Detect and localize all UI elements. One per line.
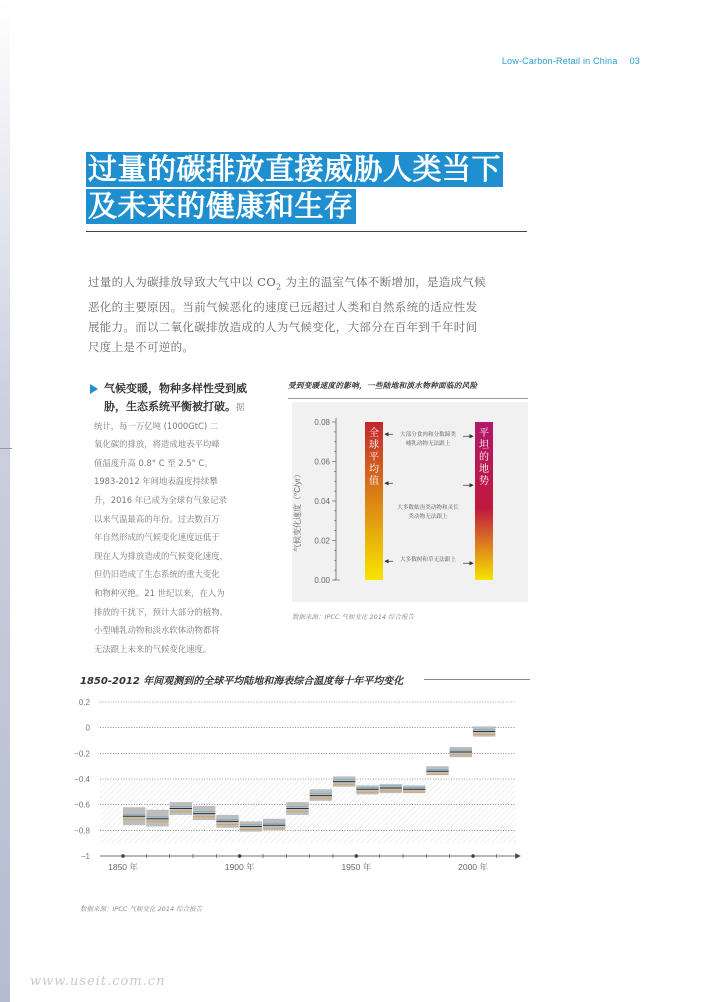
chart2-decade-box bbox=[380, 784, 402, 793]
header-title: Low-Carbon-Retail in China bbox=[501, 56, 618, 66]
chart2-x-axis bbox=[100, 854, 520, 872]
chart1-ylabel: 气候变化速度（°C/yr） bbox=[293, 470, 302, 552]
chart1-bar-label-char: 地 bbox=[479, 464, 489, 475]
chart1-annotation-text: 哺乳动物无法跟上 bbox=[405, 440, 451, 447]
chart1-y-tick-label: 0.08 bbox=[314, 418, 330, 427]
chart1-annotation-text: 大部分食肉和分数蹄类 bbox=[400, 431, 456, 438]
species-risk-chart bbox=[288, 380, 528, 620]
chart1-annotation-text: 大多数树和草无法跟上 bbox=[400, 557, 456, 564]
chart1-y-tick-label: 0.02 bbox=[314, 536, 330, 546]
chart1-bar-label-char: 均 bbox=[369, 464, 379, 475]
chart2-decade-box bbox=[356, 785, 378, 794]
body-line: 小型哺乳动物和淡水软体动物都将 bbox=[94, 625, 220, 636]
watermark-url: www.useit.com.cn bbox=[30, 974, 166, 989]
chart2-decade-box bbox=[193, 806, 215, 820]
side-gradient-strip bbox=[0, 0, 10, 1002]
chart1-source: 数据来源：IPCC 气候变化 2014 综合报告 bbox=[292, 613, 415, 621]
intro-line-4: 尺度上是不可逆的。 bbox=[88, 340, 195, 355]
body-line: 统计，每一万亿吨 (1000GtC) 二 bbox=[94, 420, 219, 431]
chart2-decade-box bbox=[426, 766, 448, 775]
chart1-title: 受到变暖速度的影响，一些陆地和淡水物种面临的风险 bbox=[288, 381, 478, 390]
title-divider bbox=[86, 231, 527, 232]
chart2-y-tick-label: −0.8 bbox=[74, 826, 90, 836]
chart1-svg bbox=[288, 380, 528, 608]
chart1-bar-label-char: 平 bbox=[479, 428, 489, 439]
chart2-y-tick-label: 0 bbox=[85, 723, 90, 733]
body-line: 和物种灭绝。21 世纪以来，在人为 bbox=[94, 587, 225, 598]
co2-subscript: 2 bbox=[275, 282, 282, 292]
body-line: 但仍旧造成了生态系统的重大变化 bbox=[94, 569, 220, 580]
chart2-x-major-dot bbox=[121, 854, 125, 858]
body-line: 年自然形成的气候变化速度远低于 bbox=[94, 532, 220, 543]
body-first-char: 据 bbox=[236, 402, 245, 412]
intro-line-1b: 为主的温室气体不断增加，是造成气候 bbox=[281, 275, 486, 289]
crop-mark bbox=[0, 448, 12, 449]
chart2-y-tick-label: −0.6 bbox=[74, 800, 90, 810]
body-line: 排放的干扰下，预计大部分的植物、 bbox=[94, 606, 228, 617]
chart2-decade-box bbox=[263, 819, 285, 831]
chart2-y-tick-label: −0.4 bbox=[74, 775, 90, 784]
body-line: 值温度升高 0.8° C 至 2.5° C。 bbox=[94, 457, 213, 468]
intro-line-3: 展能力。而以二氧化碳排放造成的人为气候变化，大部分在百年到千年时间 bbox=[88, 320, 478, 335]
chart2-x-major-dot bbox=[355, 854, 359, 858]
chart2-title: 1850-2012 年间观测到的全球平均陆地和海表综合温度每十年平均变化 bbox=[80, 676, 404, 687]
chart1-annotation-text: 类动物无法跟上 bbox=[408, 513, 448, 520]
page-title bbox=[86, 152, 503, 226]
chart2-x-tick-label: 1900 年 bbox=[224, 862, 255, 872]
title-line-2: 及未来的健康和生存 bbox=[88, 189, 354, 223]
body-line: 现在人为排放造成的气候变化速度， bbox=[94, 550, 228, 561]
chart1-bar-label-char: 值 bbox=[369, 476, 379, 487]
chart2-x-tick-label: 1950 年 bbox=[341, 862, 372, 872]
chart1-bar-label-char: 全 bbox=[369, 428, 379, 439]
chart2-gridlines bbox=[74, 698, 516, 861]
body-line: 以来气温最高的年份。过去数百万 bbox=[94, 513, 220, 524]
page-header bbox=[502, 56, 640, 66]
title-line-1: 过量的碳排放直接威胁人类当下 bbox=[88, 152, 502, 186]
chart2-x-major-dot bbox=[238, 854, 242, 858]
chart1-y-axis bbox=[314, 418, 336, 585]
chart1-bar-label-char: 势 bbox=[479, 476, 489, 487]
chart1-y-tick-label: 0.06 bbox=[314, 457, 330, 467]
chart2-title-rule bbox=[424, 679, 530, 680]
intro-line-2: 恶化的主要原因。当前气候恶化的速度已远超过人类和自然系统的适应性发 bbox=[88, 300, 478, 315]
chart2-source: 数据来源：IPCC 气候变化 2014 综合报告 bbox=[80, 905, 203, 913]
bullet-triangle-icon bbox=[90, 384, 98, 394]
chart1-bar-label-char: 平 bbox=[369, 452, 379, 463]
intro-line-1a: 过量的人为碳排放导致大气中以 CO bbox=[88, 275, 276, 289]
chart1-bar-label-char: 球 bbox=[369, 440, 379, 451]
chart1-annotations bbox=[385, 430, 473, 563]
body-line: 氧化碳的排放，将造成地表平均峰 bbox=[94, 439, 220, 450]
intro-paragraph bbox=[88, 272, 528, 357]
chart1-bar-label-char: 坦 bbox=[479, 440, 489, 451]
temperature-change-chart bbox=[76, 692, 532, 876]
chart2-x-tick-label: 2000 年 bbox=[458, 862, 488, 872]
body-text bbox=[90, 417, 268, 659]
bullet-title bbox=[90, 380, 268, 417]
chart2-x-tick-label: 1850 年 bbox=[108, 862, 138, 872]
chart1-annotation-text: 大多数蛄齿类动物和灵长 bbox=[397, 504, 459, 511]
chart1-bar-label-char: 的 bbox=[479, 452, 489, 463]
bullet-title-line-1: 气候变暖，物种多样性受到威 bbox=[104, 382, 247, 395]
chart1-y-tick-label: 0.00 bbox=[314, 576, 330, 585]
chart2-y-tick-label: 0.2 bbox=[78, 698, 90, 707]
chart2-decade-box bbox=[146, 810, 168, 827]
chart2-y-tick-label: −0.2 bbox=[74, 749, 90, 759]
chart2-decade-box bbox=[310, 789, 332, 801]
chart2-y-tick-label: −1 bbox=[80, 852, 90, 861]
page-number: 03 bbox=[629, 56, 640, 66]
chart1-y-tick-label: 0.04 bbox=[314, 497, 330, 506]
body-line: 1983-2012 年间地表温度持续攀 bbox=[94, 476, 218, 487]
bullet-title-line-2: 胁，生态系统平衡被打破。 bbox=[104, 400, 236, 413]
body-line: 无法跟上未来的气候变化速度。 bbox=[94, 643, 212, 654]
left-column bbox=[90, 380, 268, 658]
chart2-x-major-dot bbox=[471, 854, 475, 858]
body-line: 升，2016 年已成为全球有气象记录 bbox=[94, 494, 227, 505]
intro-line-1 bbox=[88, 272, 528, 297]
